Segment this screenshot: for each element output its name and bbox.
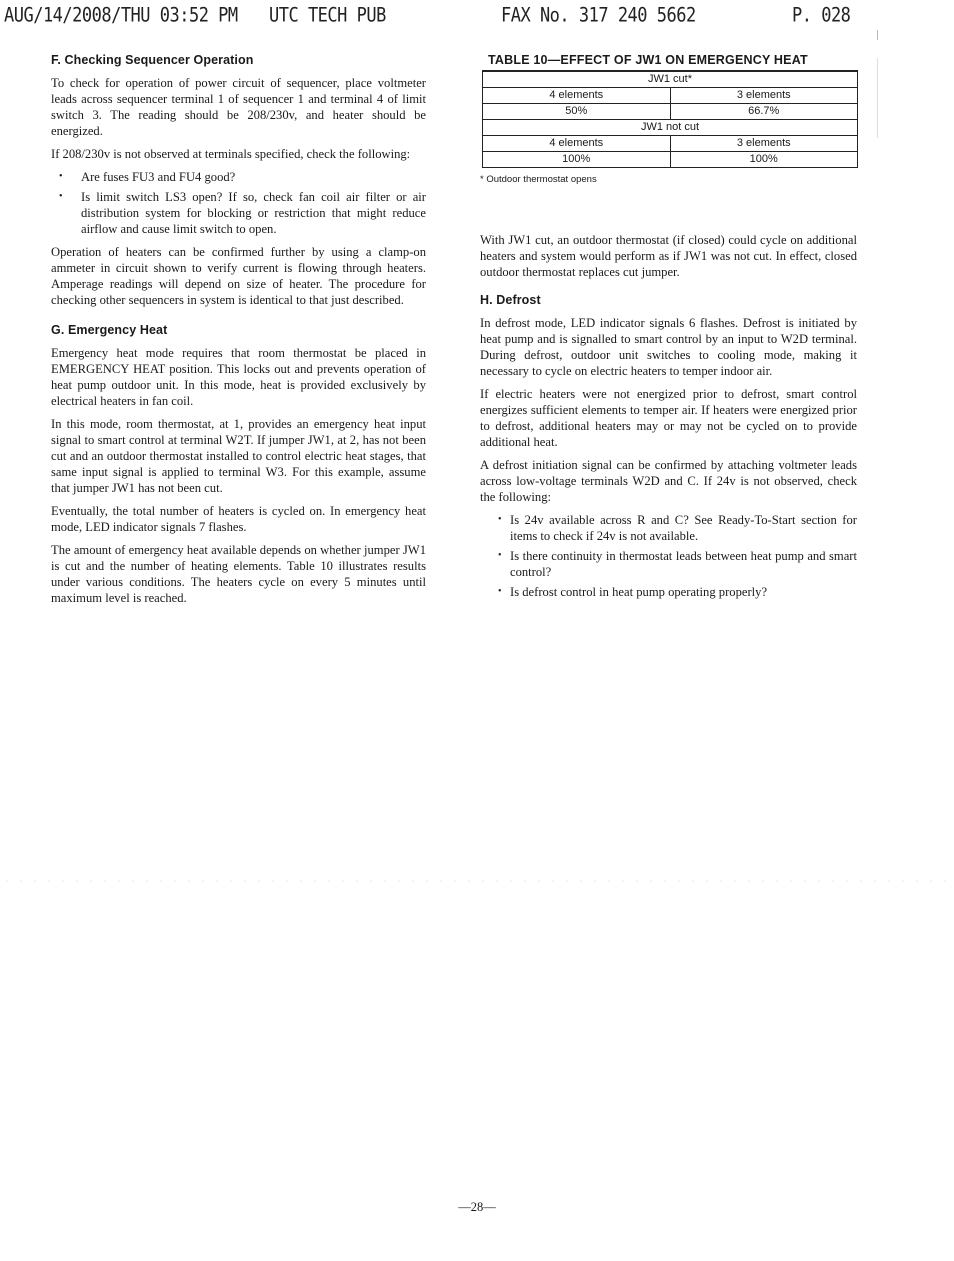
scan-mark: [877, 30, 878, 40]
section-h-checklist: [480, 512, 857, 600]
fax-page: P. 028: [792, 4, 851, 27]
table-cell: 100%: [483, 152, 671, 168]
table-row: [483, 104, 858, 120]
list-item: • Is 24v available across R and C? See Ready-To-Start section for items to check if 24v is not available.: [480, 512, 857, 544]
list-item: • Are fuses FU3 and FU4 good?: [51, 169, 426, 185]
section-g-paragraph: Eventually, the total number of heaters is cycled on. In emergency heat mode, LED indicator signals 7 flashes.: [51, 504, 426, 534]
section-h-heading: H. Defrost: [480, 293, 541, 307]
table-cell: 66.7%: [670, 104, 858, 120]
section-f-checklist: [51, 169, 426, 237]
table-row: [483, 152, 858, 168]
section-h-paragraph: If electric heaters were not energized prior to defrost, smart control energizes sufficient elements to temper air. If heaters were energized prior to defrost, additional heaters may or may not be cycled on to provide additional heat.: [480, 387, 857, 449]
table-title: TABLE 10—EFFECT OF JW1 ON EMERGENCY HEAT: [488, 53, 808, 67]
table-row: [483, 136, 858, 152]
page-number: —28—: [458, 1200, 496, 1214]
scan-noise: [0, 880, 954, 882]
section-h-paragraph: In defrost mode, LED indicator signals 6 flashes. Defrost is initiated by heat pump and is signalled to smart control by an input to W2D terminal. During defrost, outdoor unit switches to cooling mode, making it necessary to cycle on electric heaters to temper indoor air.: [480, 316, 857, 378]
table-group-header: JW1 cut*: [483, 71, 858, 88]
section-g-paragraph: In this mode, room thermostat, at 1, provides an emergency heat input signal to smart control at terminal W2T. If jumper JW1, at 2, has not been cut and an outdoor thermostat installed to control electric heat stages, that same input signal is applied to terminal W3. For this example, assume that jumper JW1 has not been cut.: [51, 417, 426, 495]
fax-number: FAX No. 317 240 5662: [501, 4, 696, 27]
table-cell: 50%: [483, 104, 671, 120]
section-g-heading: G. Emergency Heat: [51, 323, 168, 337]
section-f-paragraph: Operation of heaters can be confirmed further by using a clamp-on ammeter in circuit shown to verify current is flowing through heaters. Amperage readings will depend on size of heater. The procedure for checking other sequencers in system is identical to that just described.: [51, 245, 426, 307]
list-item: • Is limit switch LS3 open? If so, check fan coil air filter or air distribution system for blocking or restriction that might reduce airflow and cause limit switch to open.: [51, 189, 426, 237]
list-item: • Is defrost control in heat pump operating properly?: [480, 584, 857, 600]
table-cell: 100%: [670, 152, 858, 168]
spacer: [480, 188, 857, 232]
table-cell: 3 elements: [670, 136, 858, 152]
section-f-heading: F. Checking Sequencer Operation: [51, 53, 254, 67]
section-h-paragraph: A defrost initiation signal can be confirmed by attaching voltmeter leads across low-voltage terminals W2D and C. If 24v is not observed, check the following:: [480, 458, 857, 504]
section-f-paragraph: If 208/230v is not observed at terminals specified, check the following:: [51, 147, 411, 161]
fax-sender: UTC TECH PUB: [269, 4, 386, 27]
section-g-paragraph: Emergency heat mode requires that room thermostat be placed in EMERGENCY HEAT position. This locks out and prevents operation of heat pump outdoor unit. In this mode, heat is provided exclusively by electrical heaters in fan coil.: [51, 346, 426, 408]
table-cell: 3 elements: [670, 88, 858, 104]
fax-date: AUG/14/2008/THU 03:52 PM: [4, 4, 238, 27]
jw1-paragraph: With JW1 cut, an outdoor thermostat (if closed) could cycle on additional heaters and system would perform as if JW1 was not cut. In effect, closed outdoor thermostat replaces cut jumper.: [480, 233, 857, 279]
scan-mark: [877, 58, 878, 138]
table-cell: 4 elements: [483, 88, 671, 104]
table-group-header: JW1 not cut: [483, 120, 858, 136]
list-item: • Is there continuity in thermostat leads between heat pump and smart control?: [480, 548, 857, 580]
table-footnote: * Outdoor thermostat opens: [480, 174, 597, 185]
section-g-paragraph: The amount of emergency heat available depends on whether jumper JW1 is cut and the number of heating elements. Table 10 illustrates results under various conditions. The heaters cycle on every 5 minutes until maximum level is reached.: [51, 543, 426, 605]
right-column: [480, 52, 857, 607]
fax-header: [4, 4, 851, 32]
table-cell: 4 elements: [483, 136, 671, 152]
section-f-paragraph: To check for operation of power circuit of sequencer, place voltmeter leads across sequencer terminal 1 of sequencer 1 and terminal 4 of limit switch 3. The reading should be 208/230v, and heater should be energized.: [51, 76, 426, 138]
left-column: [51, 52, 426, 613]
jw1-table: [482, 70, 858, 168]
table-row: [483, 88, 858, 104]
